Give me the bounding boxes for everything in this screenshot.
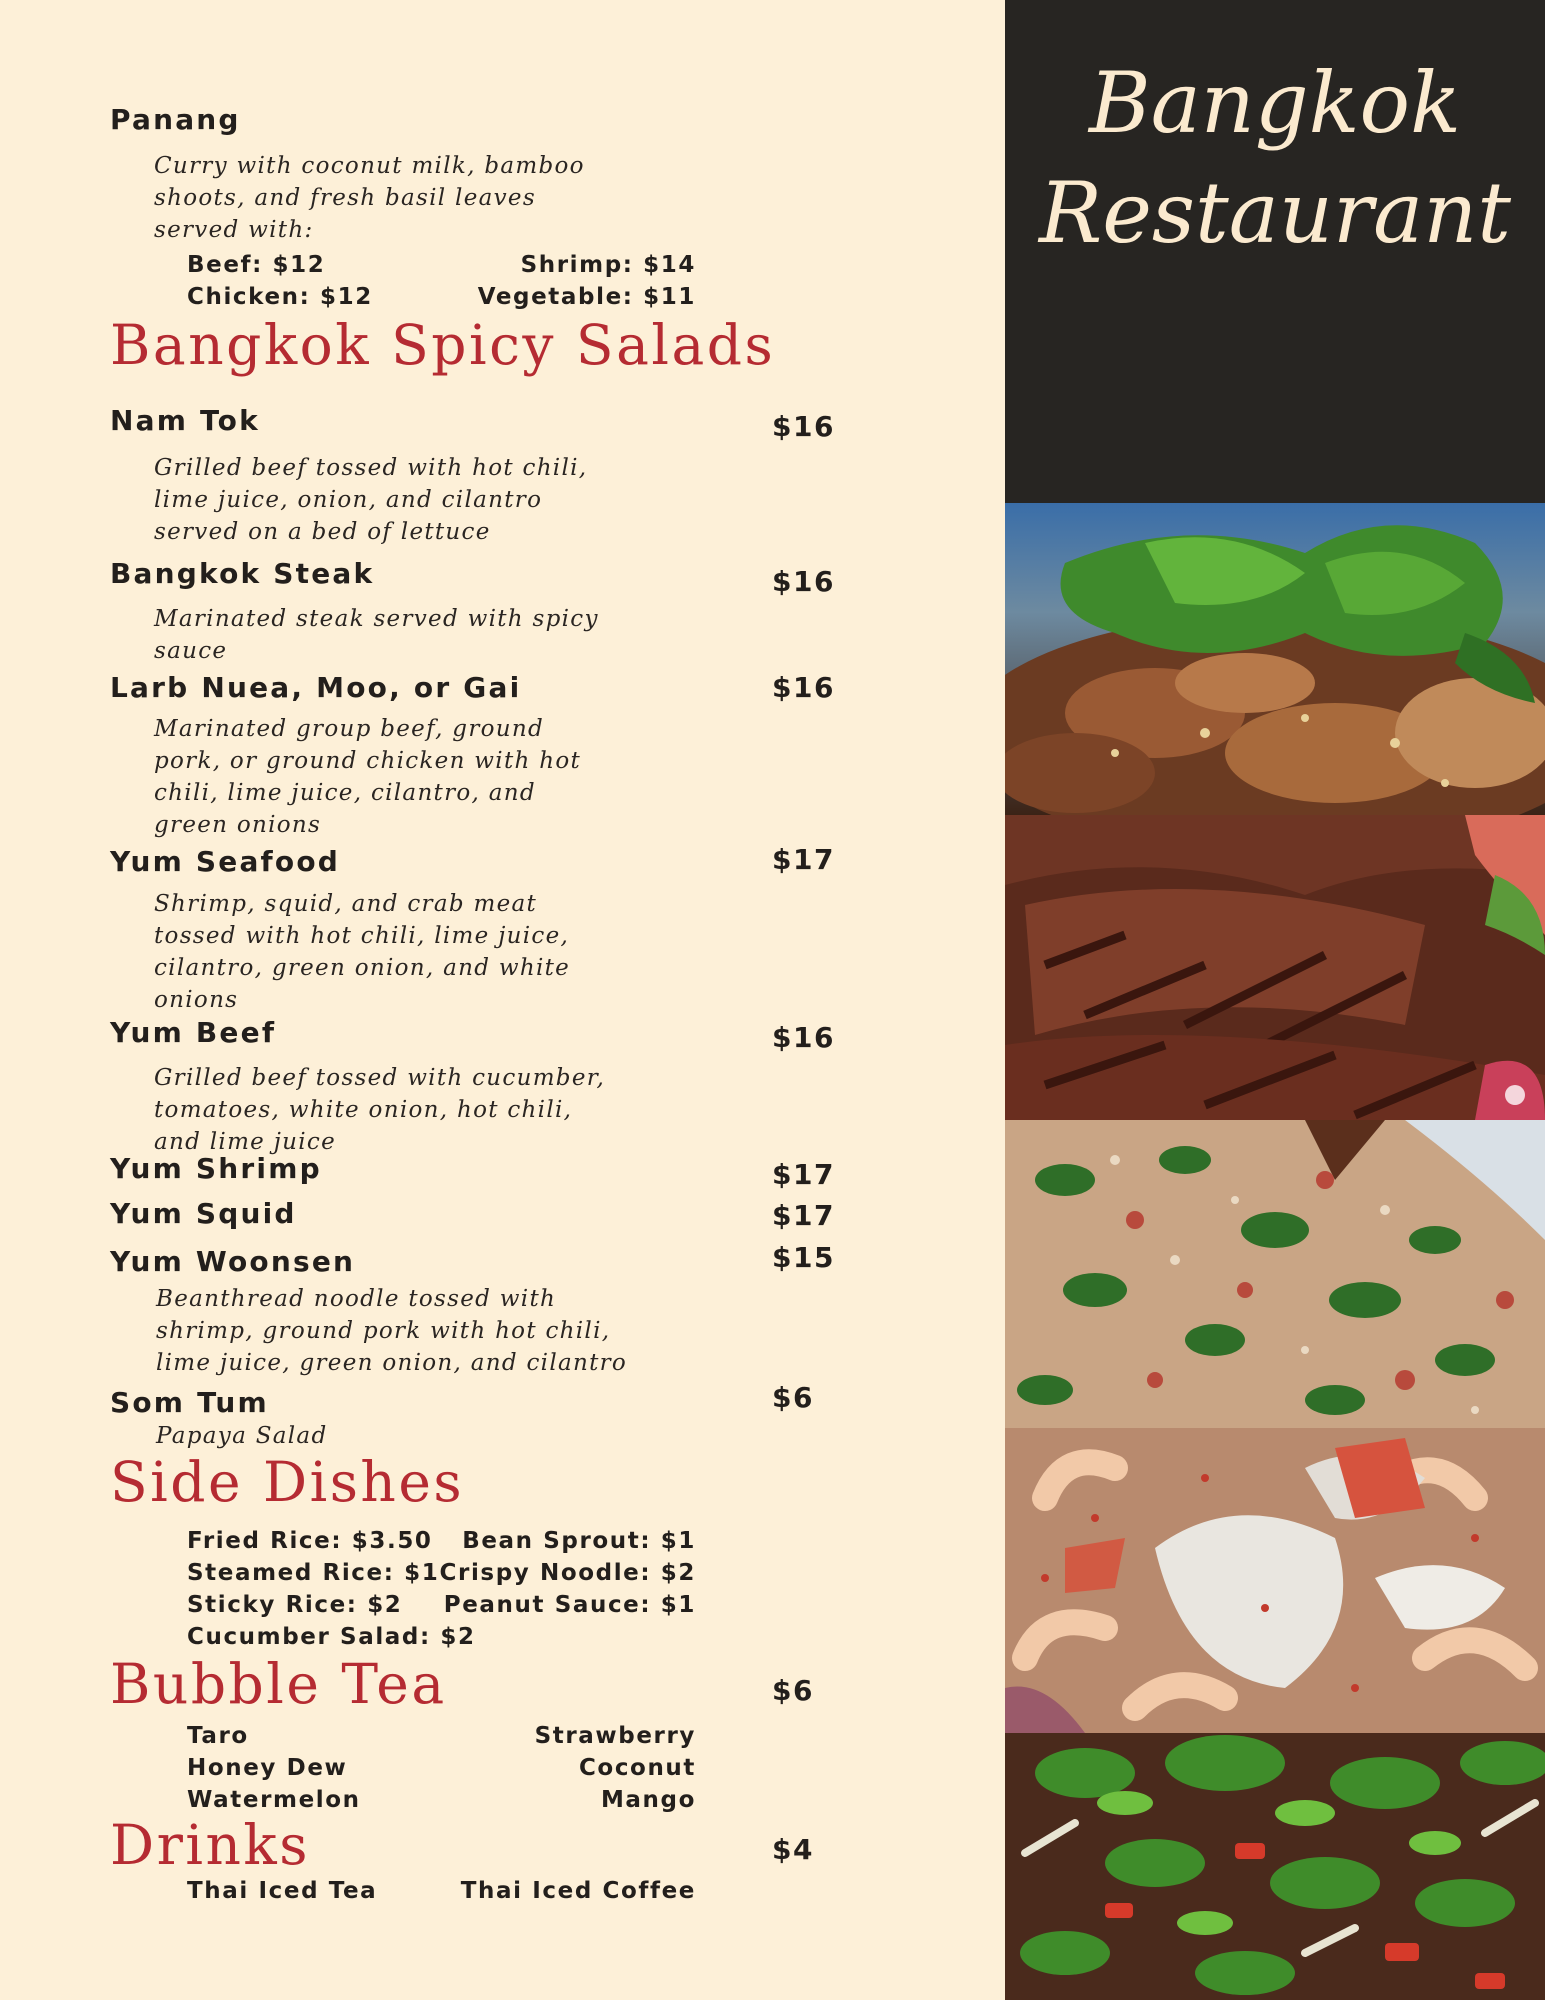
section-heading-side-dishes: Side Dishes [110, 1450, 465, 1514]
beef-herb-salad-image [1005, 1733, 1545, 2000]
item-price-bangkok-steak: $16 [772, 565, 835, 598]
item-desc-nam-tok: Grilled beef tossed with hot chili, lime juice, onion, and cilantro served on a bed of lettuce [154, 455, 588, 545]
drinks-price: $4 [772, 1833, 814, 1866]
flavor-watermelon: Watermelon [187, 1787, 361, 1813]
side-cucumber-salad: Cucumber Salad: $2 [187, 1624, 476, 1650]
item-name-yum-beef: Yum Beef [110, 1016, 277, 1049]
option-vegetable: Vegetable: $11 [477, 284, 696, 310]
grilled-steak-image [1005, 815, 1545, 1120]
beef-herb-salad-photo [1005, 1733, 1545, 2000]
item-name-bangkok-steak: Bangkok Steak [110, 557, 375, 590]
larb-salad-photo [1005, 503, 1545, 815]
item-desc-larb: Marinated group beef, ground pork, or ground chicken with hot chili, lime juice, cilantro, and green onions [154, 716, 582, 838]
item-desc-yum-seafood: Shrimp, squid, and crab meat tossed with hot chili, lime juice, cilantro, green onion, and white onions [154, 891, 571, 1013]
side-bean-sprout: Bean Sprout: $1 [462, 1528, 696, 1554]
item-price-yum-beef: $16 [772, 1021, 835, 1054]
item-price-yum-woonsen: $15 [772, 1241, 835, 1274]
option-beef: Beef: $12 [187, 252, 326, 278]
item-name-nam-tok: Nam Tok [110, 404, 260, 437]
item-price-larb: $16 [772, 671, 835, 704]
option-chicken: Chicken: $12 [187, 284, 373, 310]
item-price-som-tum: $6 [772, 1381, 814, 1414]
item-name-yum-squid: Yum Squid [110, 1197, 297, 1230]
flavor-coconut: Coconut [578, 1755, 696, 1781]
bubble-tea-price: $6 [772, 1674, 814, 1707]
side-sticky-rice: Sticky Rice: $2 [187, 1592, 403, 1618]
item-desc-yum-beef: Grilled beef tossed with cucumber, tomatoes, white onion, hot chili, and lime juice [154, 1065, 606, 1155]
minced-meat-salad-photo [1005, 1120, 1545, 1428]
item-name-yum-shrimp: Yum Shrimp [110, 1152, 322, 1185]
section-heading-drinks: Drinks [110, 1813, 310, 1877]
item-desc-bangkok-steak: Marinated steak served with spicy sauce [154, 606, 599, 664]
item-desc-som-tum: Papaya Salad [156, 1423, 328, 1449]
item-desc-yum-woonsen: Beanthread noodle tossed with shrimp, ground pork with hot chili, lime juice, green onion, and cilantro [156, 1286, 628, 1376]
item-desc-panang: Curry with coconut milk, bamboo shoots, and fresh basil leaves served with: [154, 153, 585, 243]
side-steamed-rice: Steamed Rice: $1 [187, 1560, 440, 1586]
flavor-mango: Mango [600, 1787, 696, 1813]
item-name-yum-seafood: Yum Seafood [110, 845, 341, 878]
grilled-steak-photo [1005, 815, 1545, 1120]
restaurant-title: Bangkok Restaurant [1038, 54, 1512, 262]
section-heading-spicy-salads: Bangkok Spicy Salads [110, 313, 776, 377]
section-heading-bubble-tea: Bubble Tea [110, 1652, 447, 1716]
item-name-larb: Larb Nuea, Moo, or Gai [110, 671, 522, 704]
flavor-honey-dew: Honey Dew [187, 1755, 348, 1781]
minced-meat-salad-image [1005, 1120, 1545, 1428]
item-price-yum-shrimp: $17 [772, 1158, 835, 1191]
item-price-yum-squid: $17 [772, 1199, 835, 1232]
side-fried-rice: Fried Rice: $3.50 [187, 1528, 433, 1554]
flavor-taro: Taro [187, 1723, 249, 1749]
item-price-nam-tok: $16 [772, 410, 835, 443]
larb-salad-image [1005, 503, 1545, 815]
item-name-yum-woonsen: Yum Woonsen [110, 1245, 356, 1278]
item-price-yum-seafood: $17 [772, 843, 835, 876]
drink-thai-iced-coffee: Thai Iced Coffee [460, 1878, 696, 1904]
side-peanut-sauce: Peanut Sauce: $1 [443, 1592, 696, 1618]
flavor-strawberry: Strawberry [534, 1723, 696, 1749]
seafood-salad-photo [1005, 1428, 1545, 1733]
option-shrimp: Shrimp: $14 [520, 252, 696, 278]
drink-thai-iced-tea: Thai Iced Tea [187, 1878, 378, 1904]
item-name-panang: Panang [110, 103, 241, 136]
side-crispy-noodle: Crispy Noodle: $2 [439, 1560, 696, 1586]
seafood-salad-image [1005, 1428, 1545, 1733]
item-name-som-tum: Som Tum [110, 1386, 269, 1419]
